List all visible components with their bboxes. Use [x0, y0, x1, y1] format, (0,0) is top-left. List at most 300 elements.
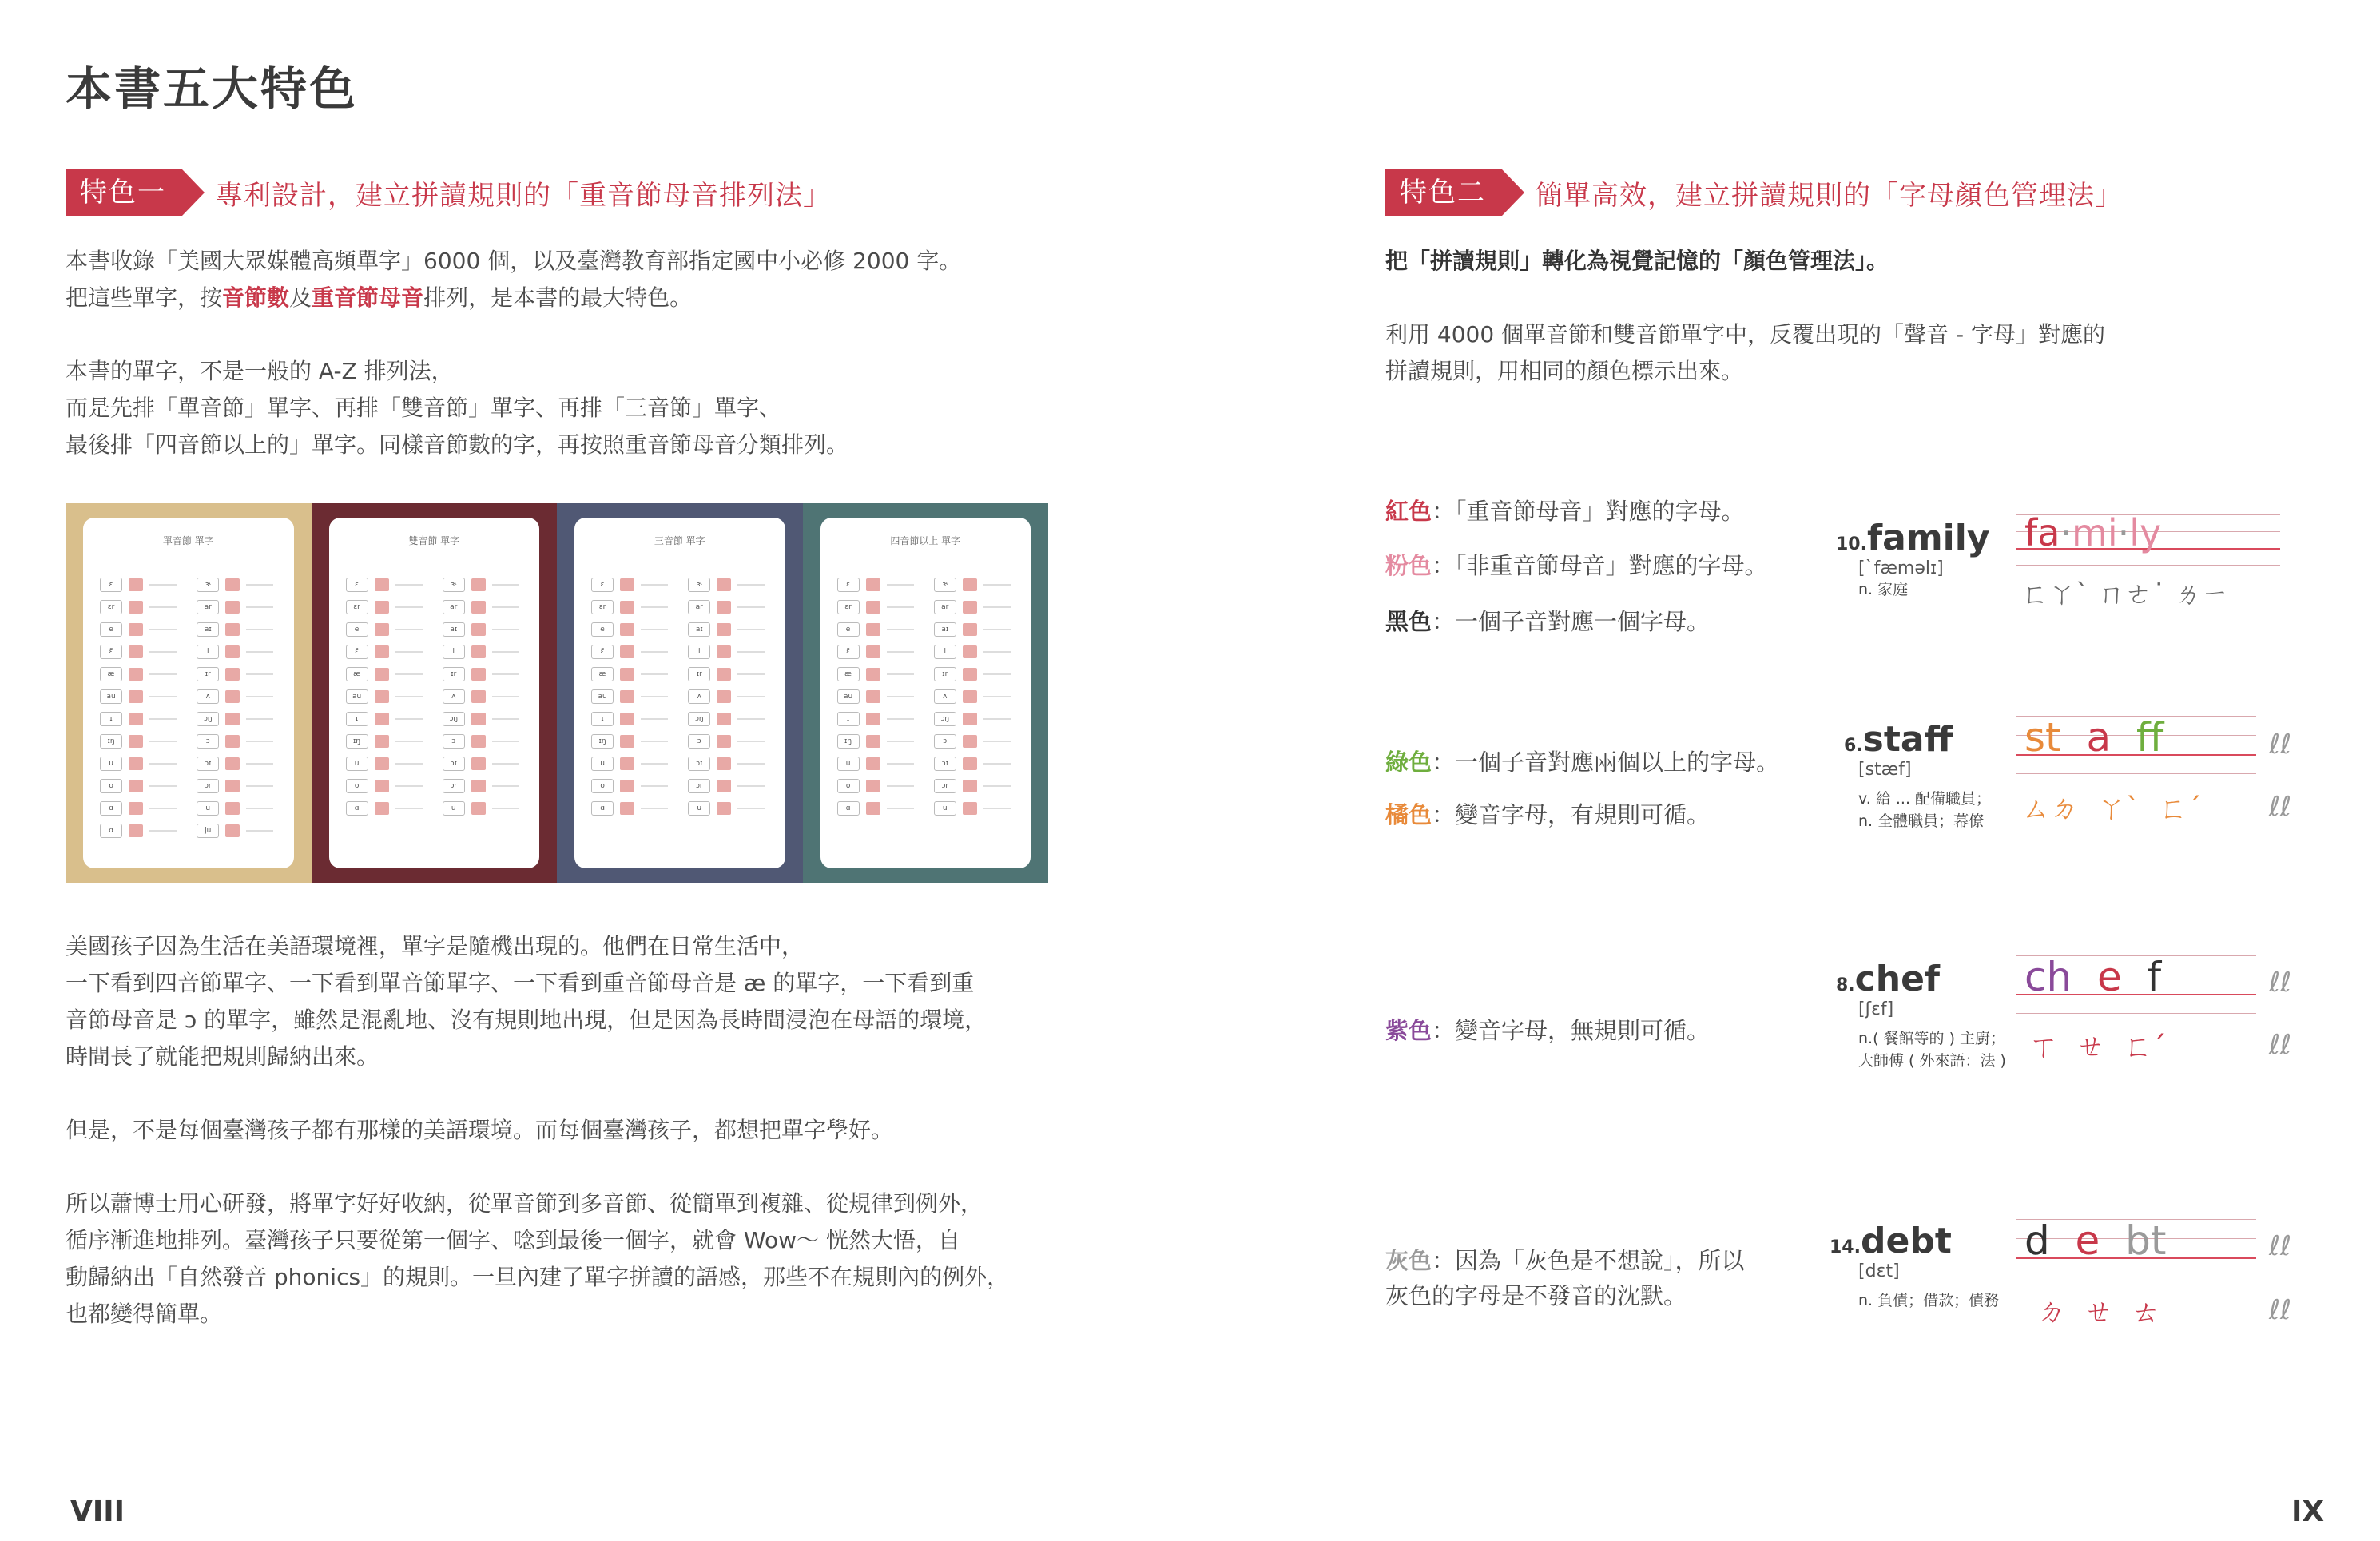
feature-two-intro — [1385, 243, 2344, 390]
feature-one-intro — [66, 243, 1072, 463]
phoneme-row — [934, 596, 1014, 618]
phoneme-row — [100, 797, 180, 820]
zhuyin-swatch — [471, 735, 486, 748]
book-page-thumb — [312, 503, 558, 883]
phoneme-symbol: æ — [591, 667, 614, 681]
phoneme-symbol: ɪŋ — [100, 734, 122, 749]
phoneme-row — [688, 797, 768, 820]
count-line — [641, 651, 668, 653]
page-sheet-title: 單音節 單字 — [162, 535, 214, 546]
spelling-staff — [2016, 716, 2256, 773]
phoneme-symbol: æ — [100, 667, 122, 681]
phoneme-row — [197, 574, 276, 596]
text-span: 排列，是本書的最大特色。 — [423, 284, 693, 311]
zhuyin-swatch — [866, 601, 880, 614]
text-line: 拼讀規則，用相同的顏色標示出來。 — [1385, 358, 1744, 384]
count-line — [887, 741, 914, 742]
phoneme-symbol: ɔŋ — [688, 712, 710, 726]
count-line — [395, 741, 423, 742]
phoneme-symbol: ɪ — [591, 712, 614, 726]
zhuyin-swatch — [717, 578, 731, 591]
count-line — [149, 808, 177, 809]
word-definition: n. 負債；借款；債務 — [1858, 1292, 2000, 1309]
phoneme-symbol: ɔ — [688, 734, 710, 749]
text-line: 而是先排「單音節」單字、再排「雙音節」單字、再排「三音節」單字、 — [66, 395, 782, 421]
count-line — [737, 606, 765, 608]
phoneme-row — [346, 685, 426, 708]
zhuyin-family: ㄈㄚˋ ㄇㄜ˙ ㄌㄧ — [2021, 578, 2229, 610]
zhuyin-swatch — [129, 668, 143, 681]
word-number: 6. — [1844, 736, 1863, 756]
zhuyin-swatch — [225, 802, 240, 815]
book-page-thumb — [557, 503, 803, 883]
count-line — [492, 629, 519, 630]
phoneme-row — [837, 797, 917, 820]
page-number-right: IX — [2291, 1495, 2325, 1528]
phoneme-symbol: ɔr — [197, 779, 219, 793]
phoneme-symbol: ɛ — [100, 578, 122, 592]
legend-text: ：「非重音節母音」對應的字母。 — [1432, 552, 1768, 579]
count-line — [887, 718, 914, 720]
count-line — [983, 651, 1011, 653]
phoneme-symbol: u — [688, 801, 710, 816]
phoneme-symbol: au — [837, 689, 860, 704]
phoneme-symbol: ɔ — [934, 734, 956, 749]
count-line — [149, 673, 177, 675]
phoneme-row — [688, 596, 768, 618]
zhuyin-swatch — [375, 735, 389, 748]
legend-orange — [1385, 797, 1710, 830]
phoneme-row — [591, 685, 671, 708]
legend-text: ：「重音節母音」對應的字母。 — [1432, 498, 1745, 525]
zhuyin-swatch — [717, 713, 731, 725]
zhuyin-swatch — [129, 578, 143, 591]
text-line: 但是，不是每個臺灣孩子都有那樣的美語環境。而每個臺灣孩子，都想把單字學好。 — [66, 1117, 894, 1143]
count-line — [395, 696, 423, 697]
phoneme-row — [443, 685, 522, 708]
zhuyin-swatch — [375, 802, 389, 815]
feature-one-body — [66, 928, 1072, 1332]
count-line — [492, 785, 519, 787]
phoneme-symbol: ʌ — [934, 689, 956, 704]
zhuyin-swatch — [471, 802, 486, 815]
zhuyin-swatch — [963, 735, 977, 748]
tag-arrow-icon — [1502, 169, 1524, 216]
zhuyin-swatch — [471, 780, 486, 792]
count-line — [983, 741, 1011, 742]
page-sheet-title: 四音節以上 單字 — [890, 535, 961, 546]
phoneme-symbol: u — [591, 757, 614, 771]
phoneme-row — [837, 730, 917, 753]
legend-key: 紫色 — [1385, 1017, 1432, 1044]
page-title: 本書五大特色 — [66, 62, 359, 116]
zhuyin-swatch — [866, 578, 880, 591]
phoneme-row — [934, 797, 1014, 820]
zhuyin-swatch — [225, 668, 240, 681]
count-line — [246, 584, 273, 586]
phoneme-symbol: u — [443, 801, 465, 816]
zhuyin-swatch — [963, 713, 977, 725]
count-line — [492, 673, 519, 675]
phoneme-symbol: ʌ — [688, 689, 710, 704]
page-sheet-title: 三音節 單字 — [654, 535, 705, 546]
zhuyin-swatch — [225, 713, 240, 725]
zhuyin-swatch — [225, 578, 240, 591]
zhuyin-swatch — [471, 623, 486, 636]
phoneme-row — [688, 730, 768, 753]
count-line — [149, 763, 177, 765]
handwriting-icon: ℓℓ — [2269, 791, 2292, 823]
count-line — [395, 763, 423, 765]
spelling-chef: ch e f — [2024, 954, 2162, 1000]
phoneme-symbol: i — [688, 645, 710, 659]
phoneme-row — [443, 596, 522, 618]
count-line — [149, 584, 177, 586]
legend-text: 灰色的字母是不發音的沈默。 — [1385, 1282, 1687, 1309]
zhuyin-swatch — [963, 668, 977, 681]
phoneme-symbol: e — [346, 622, 368, 637]
zhuyin-swatch — [963, 780, 977, 792]
zhuyin-swatch — [225, 601, 240, 614]
phoneme-symbol: ɔɪ — [934, 757, 956, 771]
count-line — [737, 696, 765, 697]
zhuyin-swatch — [717, 757, 731, 770]
phoneme-symbol: o — [346, 779, 368, 793]
phoneme-symbol: ɔɪ — [688, 757, 710, 771]
phoneme-row — [346, 797, 426, 820]
word-definition: n.( 餐館等的 ) 主廚； — [1858, 1030, 2006, 1047]
phoneme-symbol: ɛ — [346, 578, 368, 592]
count-line — [983, 718, 1011, 720]
zhuyin-swatch — [129, 601, 143, 614]
word-debt — [1830, 1221, 1999, 1312]
phoneme-column — [197, 574, 276, 842]
count-line — [983, 606, 1011, 608]
legend-text: ：變音字母，無規則可循。 — [1432, 1017, 1711, 1044]
phoneme-row — [100, 708, 180, 730]
feature-one-heading: 專利設計，建立拼讀規則的「重音節母音排列法」 — [216, 179, 831, 212]
count-line — [492, 763, 519, 765]
phoneme-symbol: o — [837, 779, 860, 793]
zhuyin-swatch — [620, 802, 634, 815]
phoneme-symbol: ɛ — [591, 578, 614, 592]
count-line — [395, 673, 423, 675]
phoneme-symbol: ʌ — [197, 689, 219, 704]
count-line — [246, 763, 273, 765]
text-line: 最後排「四音節以上的」單字。同樣音節數的字，再按照重音節母音分類排列。 — [66, 431, 849, 458]
phoneme-symbol: ɛ̃ — [591, 645, 614, 659]
count-line — [492, 651, 519, 653]
zhuyin-debt: ㄉ ㄝ ㄊ — [2037, 1296, 2160, 1329]
text-line: 動歸納出「自然發音 phonics」的規則。一旦內建了單字拼讀的語感，那些不在規則內的例外， — [66, 1264, 1010, 1290]
zhuyin-swatch — [225, 824, 240, 837]
zhuyin-swatch — [717, 601, 731, 614]
zhuyin-swatch — [620, 735, 634, 748]
phoneme-row — [346, 574, 426, 596]
zhuyin-swatch — [717, 802, 731, 815]
count-line — [737, 584, 765, 586]
legend-key: 綠色 — [1385, 749, 1432, 776]
phoneme-row — [837, 574, 917, 596]
phoneme-row — [688, 618, 768, 641]
word-staff — [1844, 719, 1991, 832]
count-line — [887, 584, 914, 586]
text-span: 及 — [289, 284, 312, 311]
word-text: staff — [1862, 719, 1953, 760]
phoneme-row — [443, 775, 522, 797]
count-line — [641, 763, 668, 765]
zhuyin-swatch — [717, 690, 731, 703]
count-line — [983, 785, 1011, 787]
phoneme-symbol: e — [591, 622, 614, 637]
phoneme-symbol: ɑ — [591, 801, 614, 816]
count-line — [246, 606, 273, 608]
count-line — [887, 785, 914, 787]
phoneme-row — [346, 641, 426, 663]
zhuyin-staff: ㄙㄉ ㄚˋ ㄈˊ — [2021, 792, 2202, 825]
legend-key: 紅色 — [1385, 498, 1432, 525]
zhuyin-swatch — [866, 757, 880, 770]
count-line — [887, 808, 914, 809]
zhuyin-swatch — [471, 601, 486, 614]
phoneme-row — [346, 775, 426, 797]
phoneme-row — [837, 775, 917, 797]
zhuyin-swatch — [375, 757, 389, 770]
legend-text: ：變音字母，有規則可循。 — [1432, 801, 1711, 828]
phoneme-symbol: ɔɪ — [197, 757, 219, 771]
count-line — [887, 763, 914, 765]
count-line — [737, 673, 765, 675]
phoneme-row — [346, 753, 426, 775]
phoneme-row — [443, 730, 522, 753]
phoneme-symbol: u — [934, 801, 956, 816]
phoneme-row — [197, 685, 276, 708]
phoneme-symbol: ɪr — [197, 667, 219, 681]
phoneme-symbol: ɛr — [100, 600, 122, 614]
phoneme-symbol: ɛr — [346, 600, 368, 614]
zhuyin-swatch — [866, 690, 880, 703]
phoneme-symbol: aɪ — [197, 622, 219, 637]
phoneme-row — [197, 775, 276, 797]
zhuyin-swatch — [375, 780, 389, 792]
count-line — [641, 741, 668, 742]
phoneme-row — [443, 708, 522, 730]
count-line — [149, 696, 177, 697]
zhuyin-swatch — [866, 735, 880, 748]
zhuyin-chef: ㄒ ㄝ ㄈˊ — [2029, 1031, 2167, 1063]
phoneme-row — [100, 820, 180, 842]
phoneme-row — [346, 708, 426, 730]
text-span: 把這些單字，按 — [66, 284, 223, 311]
legend-key: 粉色 — [1385, 552, 1432, 579]
phoneme-symbol: ɛ̃ — [346, 645, 368, 659]
count-line — [887, 673, 914, 675]
spelling-staff-word: st a ff — [2024, 714, 2164, 761]
count-line — [149, 785, 177, 787]
phoneme-row — [443, 753, 522, 775]
feature-one-tag: 特色一 — [66, 169, 182, 216]
phoneme-symbol: ɑ — [100, 824, 122, 838]
phoneme-row — [934, 730, 1014, 753]
legend-text: ：一個子音對應兩個以上的字母。 — [1432, 749, 1780, 776]
phoneme-symbol: ɔŋ — [197, 712, 219, 726]
zhuyin-swatch — [963, 802, 977, 815]
text-line — [66, 280, 1072, 316]
zhuyin-swatch — [129, 757, 143, 770]
zhuyin-swatch — [866, 623, 880, 636]
phoneme-symbol: ar — [934, 600, 956, 614]
phoneme-symbol: ɪr — [688, 667, 710, 681]
phoneme-symbol: ɔr — [688, 779, 710, 793]
phoneme-row — [591, 730, 671, 753]
phoneme-row — [197, 663, 276, 685]
phoneme-symbol: ɑ — [100, 801, 122, 816]
phoneme-symbol: u — [837, 757, 860, 771]
phoneme-symbol: aɪ — [934, 622, 956, 637]
phoneme-symbol: aɪ — [443, 622, 465, 637]
word-text: debt — [1860, 1221, 1952, 1261]
legend-key: 橘色 — [1385, 801, 1432, 828]
count-line — [395, 584, 423, 586]
phoneme-column — [443, 574, 522, 820]
count-line — [149, 718, 177, 720]
feature-one-header — [66, 169, 831, 216]
word-number: 8. — [1836, 975, 1855, 995]
count-line — [395, 606, 423, 608]
feature-two-header — [1385, 169, 2123, 216]
tag-arrow-icon — [182, 169, 205, 216]
phoneme-row — [934, 685, 1014, 708]
zhuyin-swatch — [866, 713, 880, 725]
phoneme-symbol: ɔr — [934, 779, 956, 793]
phoneme-row — [591, 663, 671, 685]
zhuyin-swatch — [471, 757, 486, 770]
count-line — [246, 808, 273, 809]
phoneme-row — [837, 708, 917, 730]
phoneme-symbol: ɔŋ — [443, 712, 465, 726]
phoneme-row — [591, 641, 671, 663]
phoneme-symbol: ar — [443, 600, 465, 614]
phoneme-row — [197, 708, 276, 730]
phoneme-symbol: ɛr — [837, 600, 860, 614]
zhuyin-swatch — [620, 601, 634, 614]
text-line: 美國孩子因為生活在美語環境裡，單字是隨機出現的。他們在日常生活中， — [66, 933, 805, 959]
count-line — [492, 808, 519, 809]
phoneme-row — [934, 663, 1014, 685]
count-line — [737, 651, 765, 653]
phoneme-row — [100, 663, 180, 685]
phoneme-symbol: ɔr — [443, 779, 465, 793]
phoneme-column — [100, 574, 180, 842]
word-definition: v. 給 ... 配備職員； — [1858, 790, 1992, 808]
text-line: 時間長了就能把規則歸納出來。 — [66, 1043, 379, 1070]
zhuyin-swatch — [471, 713, 486, 725]
highlight-syllables: 音節數 — [222, 284, 290, 311]
zhuyin-swatch — [375, 645, 389, 658]
spelling-debt: d e bt — [2024, 1217, 2167, 1264]
zhuyin-swatch — [963, 645, 977, 658]
zhuyin-swatch — [375, 578, 389, 591]
phoneme-row — [443, 574, 522, 596]
word-definition: n. 全體職員；幕僚 — [1858, 812, 1985, 830]
handwriting-icon: ℓℓ — [2269, 729, 2292, 761]
phoneme-symbol: o — [591, 779, 614, 793]
phoneme-row — [837, 641, 917, 663]
count-line — [641, 785, 668, 787]
phoneme-row — [443, 618, 522, 641]
phoneme-row — [934, 753, 1014, 775]
phoneme-symbol: ɝ — [443, 578, 465, 592]
phoneme-row — [100, 730, 180, 753]
zhuyin-swatch — [375, 623, 389, 636]
count-line — [149, 651, 177, 653]
count-line — [983, 629, 1011, 630]
phoneme-row — [688, 574, 768, 596]
handwriting-icon: ℓℓ — [2269, 1294, 2292, 1326]
zhuyin-swatch — [471, 578, 486, 591]
phoneme-symbol: u — [197, 801, 219, 816]
count-line — [246, 741, 273, 742]
phoneme-symbol: ɛr — [591, 600, 614, 614]
zhuyin-swatch — [717, 668, 731, 681]
phoneme-row — [591, 618, 671, 641]
zhuyin-swatch — [129, 713, 143, 725]
book-page-thumb — [803, 503, 1049, 883]
legend-black — [1385, 604, 1710, 637]
zhuyin-swatch — [866, 668, 880, 681]
zhuyin-swatch — [963, 757, 977, 770]
phoneme-symbol: o — [100, 779, 122, 793]
highlight-stressed-vowel: 重音節母音 — [312, 284, 424, 311]
zhuyin-swatch — [375, 690, 389, 703]
count-line — [246, 718, 273, 720]
zhuyin-swatch — [963, 578, 977, 591]
count-line — [983, 763, 1011, 765]
phoneme-symbol: au — [591, 689, 614, 704]
phoneme-row — [100, 775, 180, 797]
text-line: 循序漸進地排列。臺灣孩子只要從第一個字、唸到最後一個字，就會 Wow～ 恍然大悟，自 — [66, 1227, 960, 1253]
phoneme-symbol: ɝ — [688, 578, 710, 592]
zhuyin-swatch — [129, 824, 143, 837]
count-line — [149, 606, 177, 608]
phoneme-row — [197, 820, 276, 842]
phoneme-row — [443, 797, 522, 820]
zhuyin-swatch — [375, 668, 389, 681]
zhuyin-swatch — [620, 623, 634, 636]
phoneme-row — [688, 685, 768, 708]
zhuyin-swatch — [225, 757, 240, 770]
phoneme-row — [346, 596, 426, 618]
zhuyin-swatch — [225, 780, 240, 792]
phoneme-symbol: ɝ — [934, 578, 956, 592]
phoneme-row — [443, 663, 522, 685]
phoneme-row — [591, 574, 671, 596]
count-line — [149, 830, 177, 832]
phoneme-row — [837, 618, 917, 641]
count-line — [641, 606, 668, 608]
feature-two-lead: 把「拼讀規則」轉化為視覺記憶的「顏色管理法」。 — [1385, 248, 1889, 274]
phoneme-row — [197, 618, 276, 641]
text-line: 利用 4000 個單音節和雙音節單字中，反覆出現的「聲音 - 字母」對應的 — [1385, 321, 2105, 348]
phoneme-row — [934, 618, 1014, 641]
word-text: family — [1866, 518, 1990, 558]
count-line — [395, 808, 423, 809]
word-family — [1836, 518, 1990, 601]
legend-purple — [1385, 1013, 1710, 1046]
spelling-staff — [2016, 1219, 2256, 1277]
text-line: 一下看到四音節單字、一下看到單音節單字、一下看到重音節母音是 æ 的單字，一下看到重 — [66, 970, 975, 996]
count-line — [737, 741, 765, 742]
